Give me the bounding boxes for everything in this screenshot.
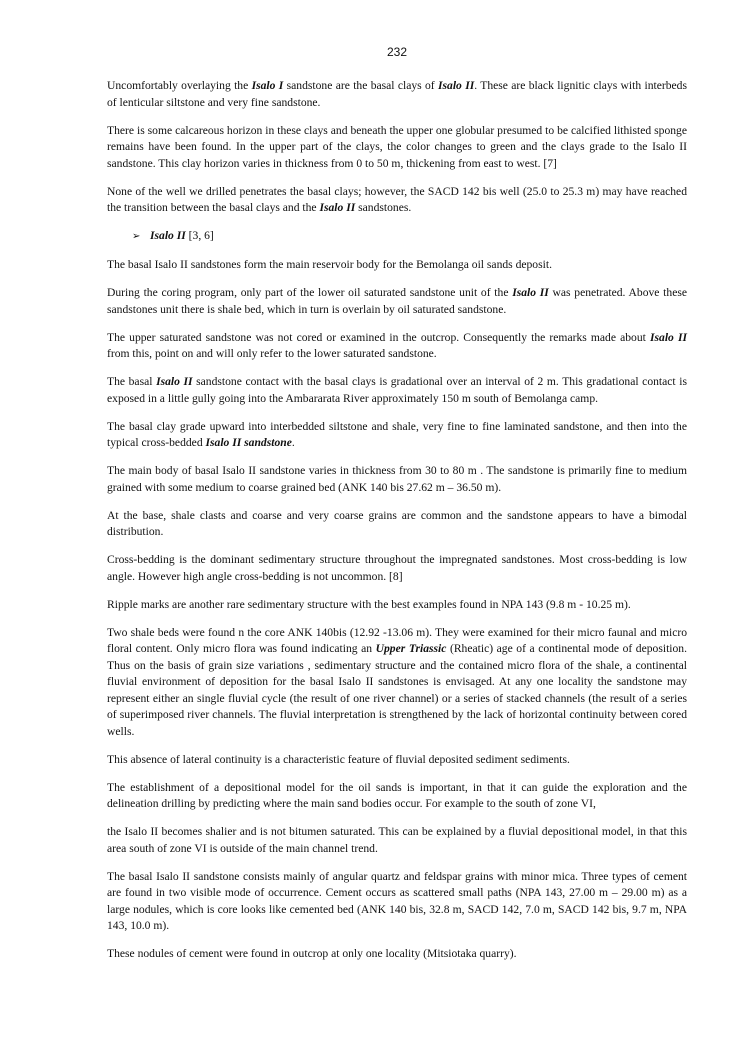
paragraph-cross-bedding: Cross-bedding is the dominant sedimentary structure throughout the impregnated sandstones. Most cross-bedding is low angle. However high angle cross-bedding is not uncommon. [8] — [107, 553, 687, 583]
emphasis-isalo-i: Isalo I — [251, 79, 284, 92]
emphasis-upper-triassic: Upper Triassic — [375, 642, 447, 655]
paragraph-clay-grade-upward: The basal clay grade upward into interbedded siltstone and shale, very fine to fine laminated sandstone, and then into the typical cross-bedded Isalo II sandstone. — [107, 419, 687, 449]
paragraph-main-body-thickness: The main body of basal Isalo II sandstone varies in thickness from 30 to 80 m . The sandstone is primarily fine to medium grained with some medium to coarse grained bed (ANK 140 bis 27.62 m – 36.50 m). — [107, 464, 687, 494]
paragraph-isalo-i-overlay: Uncomfortably overlaying the Isalo I sandstone are the basal clays of Isalo II. These are black lignitic clays with interbeds of lenticular siltstone and very fine sandstone. — [107, 79, 687, 109]
section-heading-reference: [3, 6] — [185, 229, 214, 242]
emphasis-isalo-ii: Isalo II — [156, 375, 193, 388]
emphasis-isalo-ii: Isalo II — [512, 286, 549, 299]
emphasis-isalo-ii: Isalo II — [650, 330, 687, 344]
paragraph-shalier-south: the Isalo II becomes shalier and is not bitumen saturated. This can be explained by a fluvial depositional model, in that this area south of zone VI is outside of the main channel trend. — [107, 825, 687, 855]
section-heading-isalo-ii — [107, 228, 687, 246]
arrow-bullet-icon: ➢ — [132, 231, 141, 242]
paragraph-mineral-composition: The basal Isalo II sandstone consists mainly of angular quartz and feldspar grains with minor mica. Three types of cement are found in two visible mode of occurrence. Cement occurs as scattered small paths (NPA 143, 27.00 m – 29.00 m) as a large nodules, which is core looks like cemented bed (ANK 140 bis, 32.8 m, SACD 142, 7.0 m, SACD 142 bis, 9.7 m, NPA 143, 10.0 m). — [107, 869, 687, 932]
paragraph-calcareous-horizon: There is some calcareous horizon in these clays and beneath the upper one globular presumed to be calcified lithisted sponge remains have been found. In the upper part of the clays, the color changes to green and the clays grade to the Isalo II sandstone. This clay horizon varies in thickness from 0 to 50 m, thickening from east to west. [7] — [107, 123, 687, 170]
paragraph-lateral-continuity: This absence of lateral continuity is a characteristic feature of fluvial deposited sediment sediments. — [107, 752, 570, 766]
paragraph-reservoir-body: The basal Isalo II sandstones form the main reservoir body for the Bemolanga oil sands deposit. — [107, 258, 552, 271]
section-heading-title: Isalo II — [150, 229, 186, 242]
paragraph-coring-program: During the coring program, only part of the lower oil saturated sandstone unit of the Isalo II was penetrated. Above these sandstones unit there is shale bed, which in turn is overlain by oil saturated sandstone. — [107, 286, 687, 316]
paragraph-basal-clays-wells: None of the well we drilled penetrates the basal clays; however, the SACD 142 bis well (25.0 to 25.3 m) may have reached the transition between the basal clays and the Isalo II sandstones. — [107, 184, 687, 214]
emphasis-isalo-ii: Isalo II — [319, 201, 356, 214]
paragraph-shale-beds-fluvial: Two shale beds were found n the core ANK 140bis (12.92 -13.06 m). They were examined for their micro faunal and micro floral content. Only micro flora was found indicating an Upper Triassic (Rheatic) age of a continental mode of deposition. Thus on the basis of grain size variations , sedimentary structure and the contained micro flora of the shale, a continental fluvial environment of deposition for the basal Isalo II sandstones is envisaged. At any one locality the sandstone may represent either an single fluvial cycle (the result of one river channel) or a series of stacked channels (the result of a series of superimposed river channels. The fluvial interpretation is strengthened by the lack of horizontal continuity between cored wells. — [107, 625, 688, 738]
emphasis-isalo-ii: Isalo II — [438, 79, 475, 92]
paragraph-depositional-model: The establishment of a depositional model for the oil sands is important, in that it can guide the exploration and the delineation drilling by predicting where the main sand bodies occur. For example to the south of zone VI, — [107, 780, 687, 810]
paragraph-nodules-outcrop: These nodules of cement were found in outcrop at only one locality (Mitsiotaka quarry). — [107, 947, 517, 960]
paragraph-upper-sandstone: The upper saturated sandstone was not cored or examined in the outcrop. Consequently the remarks made about Isalo II from this, point on and will only refer to the lower saturated sandstone. — [107, 330, 687, 360]
document-body — [107, 78, 687, 974]
paragraph-gradational-contact: The basal Isalo II sandstone contact with the basal clays is gradational over an interval of 2 m. This gradational contact is exposed in a little gully going into the Ambararata River approximately 150 m south of Bemolanga camp. — [107, 375, 687, 405]
paragraph-ripple-marks: Ripple marks are another rare sedimentary structure with the best examples found in NPA 143 (9.8 m - 10.25 m). — [107, 597, 631, 611]
page-number: 232 — [386, 45, 408, 59]
emphasis-isalo-ii-sandstone: Isalo II sandstone — [205, 436, 292, 449]
paragraph-base-shale-clasts: At the base, shale clasts and coarse and very coarse grains are common and the sandstone appears to have a bimodal distribution. — [107, 508, 687, 538]
